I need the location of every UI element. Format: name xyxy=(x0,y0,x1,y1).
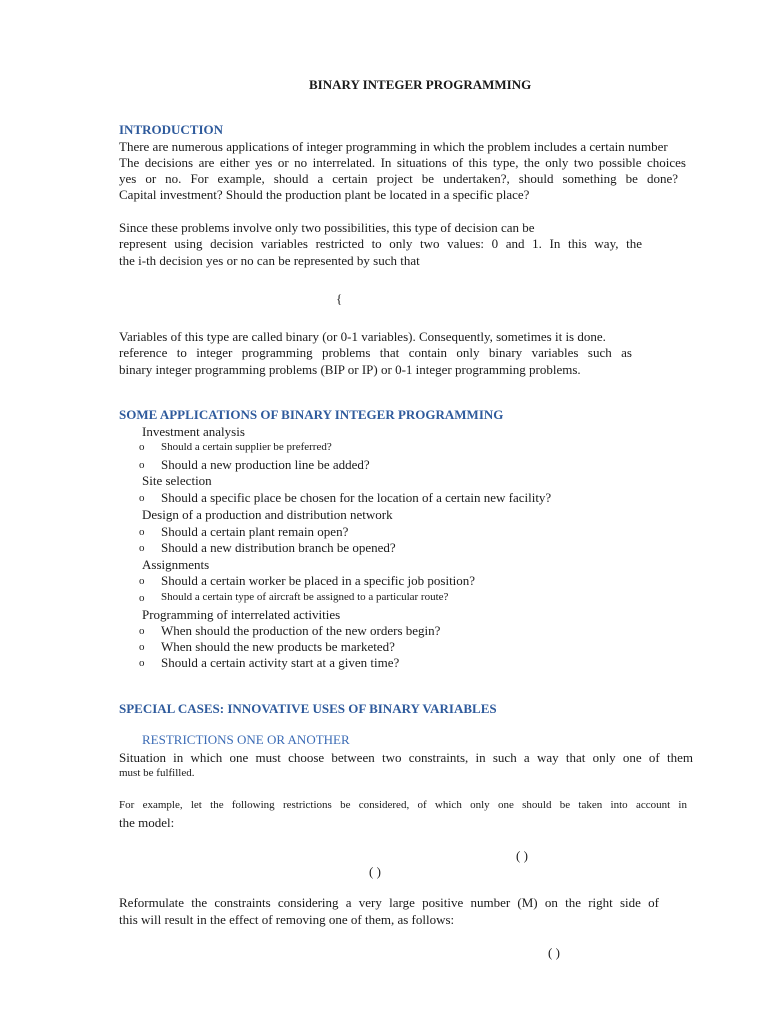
special-p3-line-1: Reformulate the constraints considering a very large positive number (M) on the right side of xyxy=(119,895,659,910)
special-p2-line-1: For example, let the following restrictions be considered, of which only one should be taken into account in xyxy=(119,799,687,811)
application-item: Should a certain worker be placed in a specific job position? xyxy=(161,573,476,588)
circle-bullet-icon: o xyxy=(139,641,145,653)
intro-p2-line-1: Since these problems involve only two possibilities, this type of decision can be xyxy=(119,220,535,235)
special-cases-heading: SPECIAL CASES: INNOVATIVE USES OF BINARY VARIABLES xyxy=(119,701,497,716)
intro-p2-line-2: represent using decision variables restricted to only two values: 0 and 1. In this way, the xyxy=(119,236,642,251)
brace-symbol: { xyxy=(336,291,343,306)
application-item: Should a certain type of aircraft be assigned to a particular route? xyxy=(161,591,449,603)
document-title: BINARY INTEGER PROGRAMMING xyxy=(309,77,532,92)
intro-p2-line-3: the i-th decision yes or no can be represented by such that xyxy=(119,253,420,268)
intro-p3-line-1: Variables of this type are called binary (or 0-1 variables). Consequently, sometimes it is done. xyxy=(119,329,606,344)
circle-bullet-icon: o xyxy=(139,542,145,554)
introduction-heading: INTRODUCTION xyxy=(119,122,224,137)
special-p1-line-2: must be fulfilled. xyxy=(119,767,195,779)
intro-p3-line-3: binary integer programming problems (BIP or IP) or 0-1 integer programming problems. xyxy=(119,362,581,377)
intro-p3-line-2: reference to integer programming problems that contain only binary variables such as xyxy=(119,345,632,360)
intro-line-2: The decisions are either yes or no interrelated. In situations of this type, the only two possible choices xyxy=(119,155,686,170)
intro-line-4: Capital investment? Should the production plant be located in a specific place? xyxy=(119,187,530,202)
application-group-network: Design of a production and distribution network xyxy=(142,507,393,522)
circle-bullet-icon: o xyxy=(139,459,145,471)
restrictions-subheading: RESTRICTIONS ONE OR ANOTHER xyxy=(142,732,350,747)
special-p2-line-2: the model: xyxy=(119,815,175,830)
application-item: When should the production of the new orders begin? xyxy=(161,623,441,638)
application-group-assignments: Assignments xyxy=(142,557,210,572)
constraint-paren-3: ( ) xyxy=(548,945,560,960)
circle-bullet-icon: o xyxy=(139,526,145,538)
application-group-site: Site selection xyxy=(142,473,212,488)
circle-bullet-icon: o xyxy=(139,592,145,604)
application-item: When should the new products be marketed? xyxy=(161,639,395,654)
application-group-programming: Programming of interrelated activities xyxy=(142,607,341,622)
circle-bullet-icon: o xyxy=(139,657,145,669)
constraint-paren-2: ( ) xyxy=(369,864,381,879)
intro-line-3: yes or no. For example, should a certain project be undertaken?, should something be done? xyxy=(119,171,678,186)
special-p3-line-2: this will result in the effect of removing one of them, as follows: xyxy=(119,912,455,927)
application-item: Should a specific place be chosen for the location of a certain new facility? xyxy=(161,490,552,505)
application-item: Should a certain plant remain open? xyxy=(161,524,349,539)
special-p1-line-1: Situation in which one must choose between two constraints, in such a way that only one of them xyxy=(119,750,693,765)
circle-bullet-icon: o xyxy=(139,441,145,453)
circle-bullet-icon: o xyxy=(139,575,145,587)
application-group-investment: Investment analysis xyxy=(142,424,245,439)
application-item: Should a new production line be added? xyxy=(161,457,370,472)
intro-line-1: There are numerous applications of integer programming in which the problem includes a certain number xyxy=(119,139,668,154)
constraint-paren-1: ( ) xyxy=(516,848,528,863)
circle-bullet-icon: o xyxy=(139,625,145,637)
application-item: Should a certain activity start at a given time? xyxy=(161,655,400,670)
applications-heading: SOME APPLICATIONS OF BINARY INTEGER PROGRAMMING xyxy=(119,407,504,422)
application-item: Should a certain supplier be preferred? xyxy=(161,441,332,453)
circle-bullet-icon: o xyxy=(139,492,145,504)
application-item: Should a new distribution branch be opened? xyxy=(161,540,396,555)
